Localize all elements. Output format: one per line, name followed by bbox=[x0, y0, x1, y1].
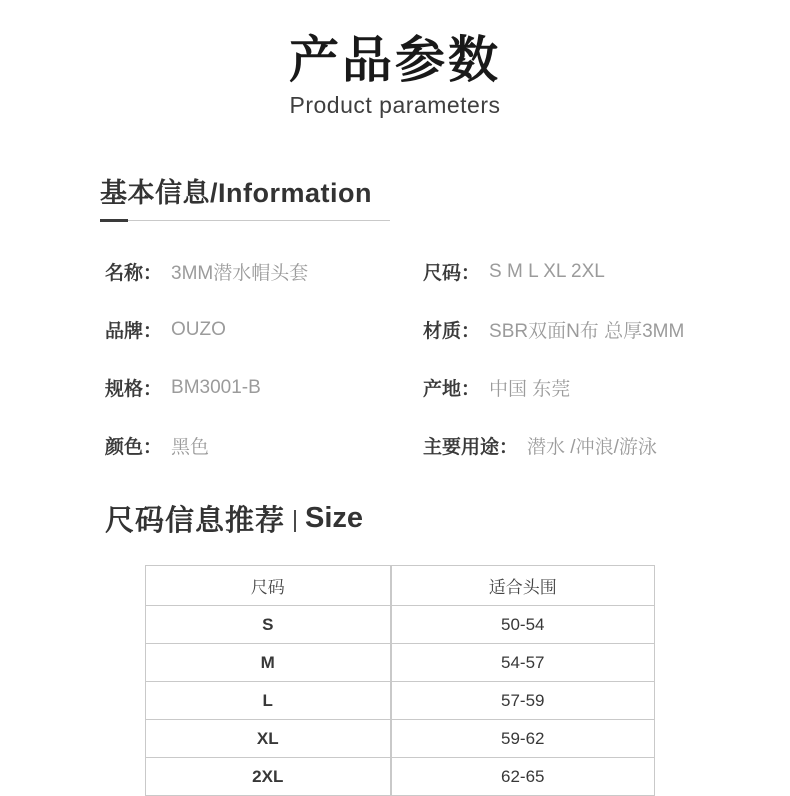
size-table bbox=[145, 565, 655, 796]
info-label: 品牌： bbox=[105, 321, 163, 342]
info-label: 名称： bbox=[105, 263, 163, 284]
info-value: 潜水 /冲浪/游泳 bbox=[527, 437, 657, 458]
info-label: 材质： bbox=[423, 321, 481, 342]
table-row bbox=[146, 644, 655, 682]
size-cell: S bbox=[146, 606, 391, 644]
info-item-brand bbox=[105, 300, 423, 358]
size-cell: M bbox=[146, 644, 391, 682]
info-item-model bbox=[105, 358, 423, 416]
info-grid bbox=[105, 242, 765, 474]
info-item-color bbox=[105, 416, 423, 474]
info-label: 颜色： bbox=[105, 437, 163, 458]
size-heading-cn: 尺码信息推荐 bbox=[105, 505, 286, 537]
info-item-material bbox=[423, 300, 765, 358]
info-value: 3MM潜水帽头套 bbox=[171, 263, 309, 284]
info-value: S M L XL 2XL bbox=[489, 260, 605, 282]
size-cell: XL bbox=[146, 720, 391, 758]
table-row bbox=[146, 682, 655, 720]
info-item-size bbox=[423, 242, 765, 300]
range-cell: 62-65 bbox=[391, 758, 655, 796]
info-label: 规格： bbox=[105, 379, 163, 400]
info-value: OUZO bbox=[171, 318, 226, 340]
info-value: 中国 东莞 bbox=[489, 379, 571, 400]
basic-info-section bbox=[100, 171, 790, 474]
size-heading bbox=[105, 498, 790, 539]
info-label: 主要用途： bbox=[423, 437, 519, 458]
page-title: 产品参数 bbox=[289, 32, 501, 88]
size-table-header-range: 适合头围 bbox=[391, 566, 655, 606]
info-value: SBR双面N布 总厚3MM bbox=[489, 321, 685, 342]
page-subtitle: Product parameters bbox=[289, 92, 501, 118]
table-row bbox=[146, 720, 655, 758]
size-section bbox=[105, 498, 790, 796]
size-table-header-row bbox=[146, 566, 655, 606]
info-value: BM3001-B bbox=[171, 376, 261, 398]
basic-info-heading: 基本信息/Information bbox=[100, 178, 372, 208]
info-value: 黑色 bbox=[171, 437, 210, 458]
range-cell: 54-57 bbox=[391, 644, 655, 682]
size-table-header-size: 尺码 bbox=[146, 566, 391, 606]
range-cell: 50-54 bbox=[391, 606, 655, 644]
table-row bbox=[146, 606, 655, 644]
range-cell: 59-62 bbox=[391, 720, 655, 758]
info-item-name bbox=[105, 242, 423, 300]
info-label: 产地： bbox=[423, 379, 481, 400]
page-header bbox=[0, 0, 790, 119]
underline-dark-dash bbox=[100, 219, 128, 222]
underline-thin-line bbox=[100, 220, 390, 221]
size-cell: L bbox=[146, 682, 391, 720]
size-cell: 2XL bbox=[146, 758, 391, 796]
heading-underline bbox=[100, 219, 390, 222]
info-label: 尺码： bbox=[423, 263, 481, 284]
size-heading-en: Size bbox=[305, 502, 364, 534]
size-heading-divider bbox=[294, 510, 296, 532]
info-item-usage bbox=[423, 416, 765, 474]
range-cell: 57-59 bbox=[391, 682, 655, 720]
info-item-origin bbox=[423, 358, 765, 416]
